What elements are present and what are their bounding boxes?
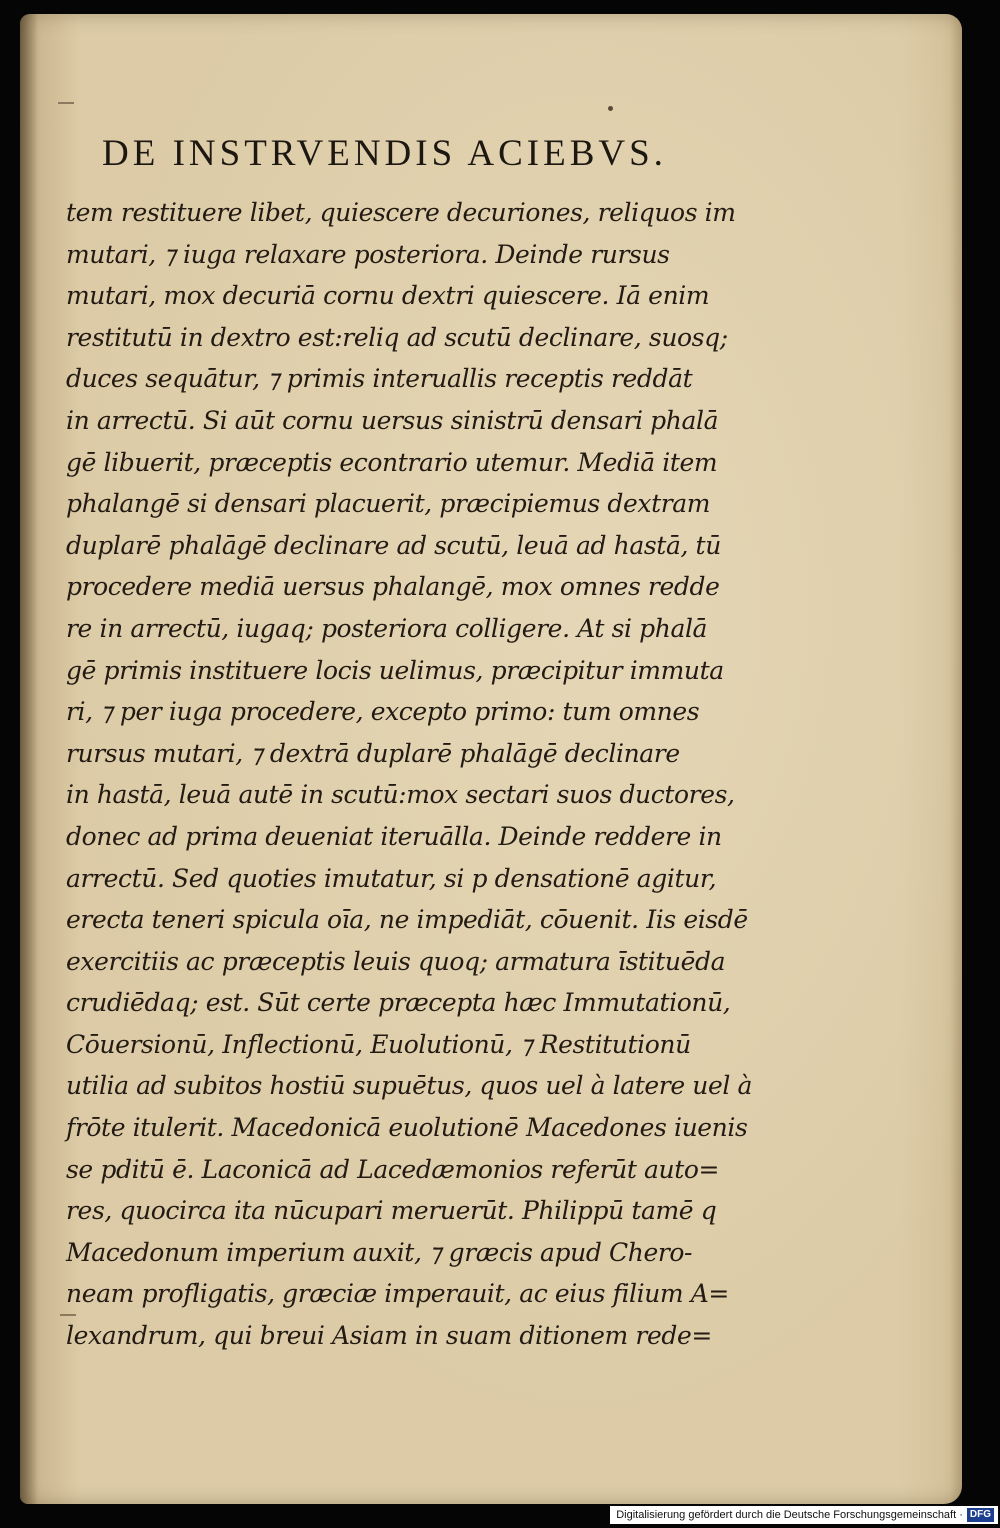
text-line: in arrectū. Si aūt cornu uersus sinistrū densari phalā <box>66 405 719 435</box>
text-line: crudiēdaq; est. Sūt certe præcepta hæc Immutationū, <box>66 988 731 1018</box>
text-line: restitutū in dextro est:reliq ad scutū declinare, suosq; <box>66 322 728 352</box>
text-line: exercitiis ac præceptis leuis quoq; armatura īstituēda <box>66 946 726 976</box>
text-line: arrectū. Sed quoties imutatur, si p densationē agitur, <box>66 863 717 893</box>
text-line: tem restituere libet, quiescere decuriones, reliquos im <box>66 198 736 227</box>
text-line: se pditū ē. Laconicā ad Lacedæmonios referūt auto= <box>66 1154 720 1184</box>
digitization-credit-bar <box>610 1506 998 1524</box>
text-line: neam profligatis, græciæ imperauit, ac eius filium A= <box>66 1279 729 1309</box>
text-line: rursus mutari, ⁊ dextrā duplarē phalāgē declinare <box>66 738 680 768</box>
credit-text: Digitalisierung gefördert durch die Deutsche Forschungsgemeinschaft · <box>616 1509 963 1521</box>
text-line: res, quocirca ita nūcupari meruerūt. Philippū tamē q <box>66 1196 717 1226</box>
book-page <box>20 14 962 1504</box>
text-line: procedere mediā uersus phalangē, mox omnes redde <box>66 572 720 602</box>
margin-mark <box>58 102 74 104</box>
text-line: lexandrum, qui breui Asiam in suam ditionem rede= <box>66 1321 712 1351</box>
text-line: ri, ⁊ per iuga procedere, excepto primo: tum omnes <box>66 697 700 727</box>
dfg-logo: DFG <box>967 1508 994 1522</box>
text-line: Macedonum imperium auxit, ⁊ græcis apud Chero- <box>66 1237 693 1267</box>
text-line: mutari, mox decuriā cornu dextri quiescere. Iā enim <box>66 281 710 311</box>
text-line: gē primis instituere locis uelimus, præcipitur immuta <box>66 655 724 685</box>
text-line: duplarē phalāgē declinare ad scutū, leuā ad hastā, tū <box>66 530 721 560</box>
text-line: donec ad prima deueniat iteruālla. Deinde reddere in <box>66 821 722 851</box>
text-line: in hastā, leuā autē in scutū:mox sectari suos ductores, <box>66 780 735 810</box>
text-line: phalangē si densari placuerit, præcipiemus dextram <box>66 489 711 519</box>
text-line: Cōuersionū, Inflectionū, Euolutionū, ⁊ Restitutionū <box>66 1029 691 1059</box>
gutter-shadow <box>20 14 38 1504</box>
text-line: re in arrectū, iugaq; posteriora colligere. At si phalā <box>66 613 708 643</box>
text-line: gē libuerit, præceptis econtrario utemur. Mediā item <box>66 447 718 477</box>
text-line: utilia ad subitos hostiū supuētus, quos uel à latere uel à <box>66 1071 753 1101</box>
body-text <box>66 192 766 1357</box>
text-line: erecta teneri spicula oīa, ne impediāt, cōuenit. Iis eisdē <box>66 905 748 935</box>
running-head: DE INSTRVENDIS ACIEBVS. <box>102 133 667 174</box>
ink-speck <box>608 106 613 111</box>
text-line: duces sequātur, ⁊ primis interuallis receptis reddāt <box>66 364 693 394</box>
text-line: mutari, ⁊ iuga relaxare posteriora. Deinde rursus <box>66 239 670 269</box>
text-line: frōte itulerit. Macedonicā euolutionē Macedones iuenis <box>66 1113 748 1143</box>
